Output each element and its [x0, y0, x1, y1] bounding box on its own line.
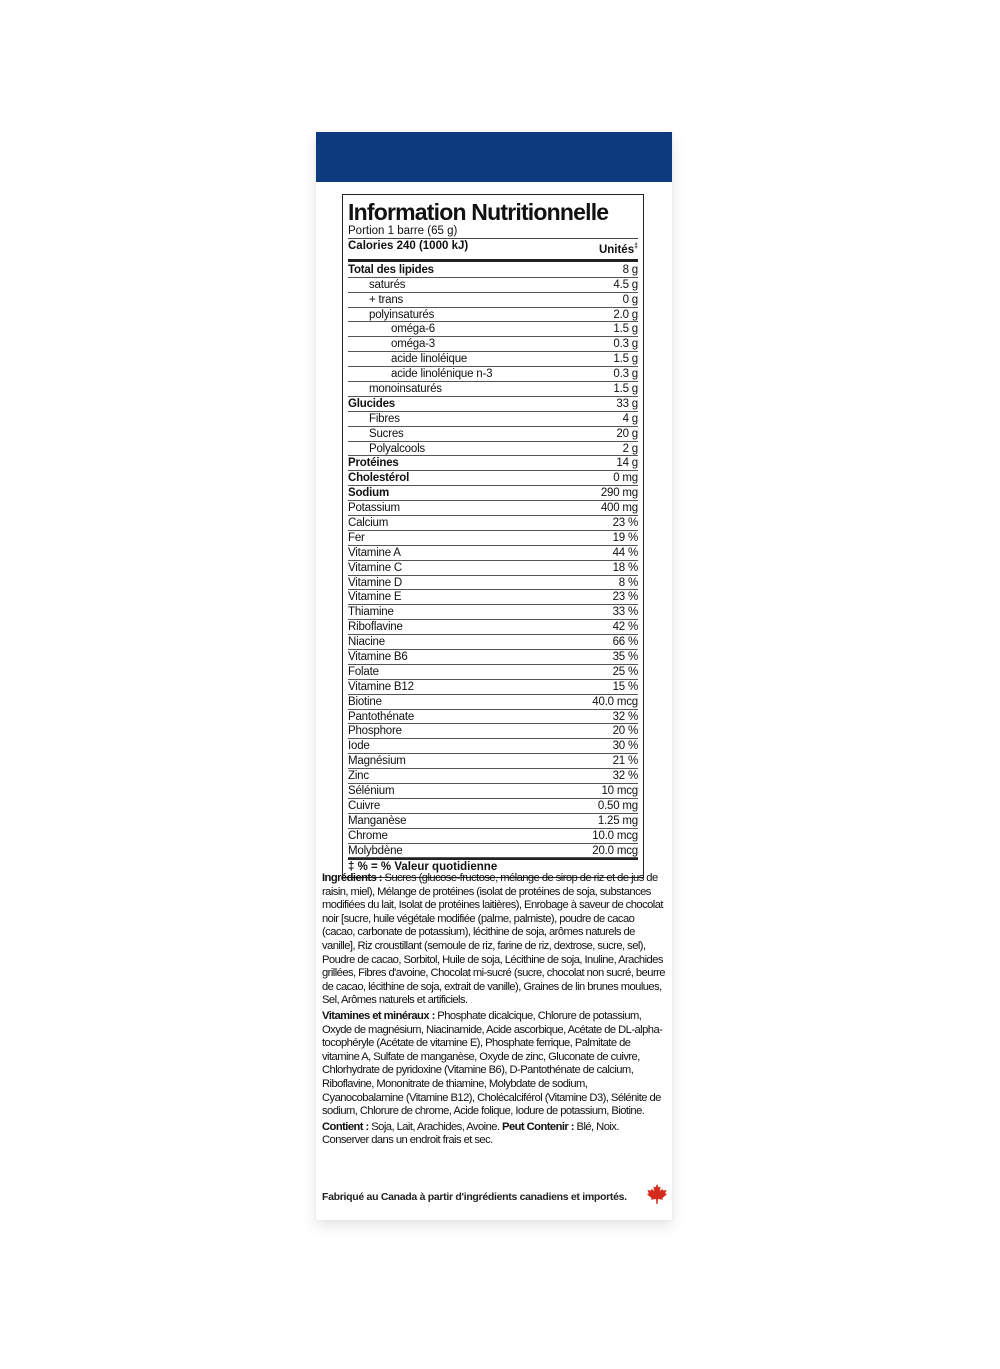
nutrient-row: [348, 456, 638, 471]
ingredients-block: [322, 872, 666, 1150]
nutrient-value: 1.5 g: [613, 323, 638, 336]
portion-size: Portion 1 barre (65 g): [348, 225, 638, 239]
nutrient-row: [348, 620, 638, 635]
nutrient-value: 40.0 mcg: [592, 695, 638, 708]
nutrient-value: 2 g: [622, 442, 638, 455]
nutrient-row: [348, 590, 638, 605]
nutrient-row: [348, 278, 638, 293]
nutrient-row: [348, 650, 638, 665]
units-mark: ‡: [634, 243, 638, 250]
nutrient-row: [348, 501, 638, 516]
nutrient-label: Total des lipides: [348, 263, 434, 276]
nutrient-label: Thiamine: [348, 606, 394, 619]
nutrient-value: 18 %: [612, 561, 638, 574]
nutrient-row: [348, 546, 638, 561]
nutrient-label: acide linoléique: [391, 353, 468, 366]
nutrient-row: [348, 382, 638, 397]
ingredients-text: Sucres (glucose-fructose, mélange de sirop de riz et de jus de raisin, miel), Mélange de protéines (isolat de protéines de soja, substances modifiées du lait, Isolat de protéines laitières), Enrobage à saveur de chocolat noir [sucre, huile végétale modifiée (palme, palmiste), poudre de cacao (cacao, carbonate de potassium), lécithine de soja, arômes naturels de vanille], Riz croustillant (semoule de riz, farine de riz, dextrose, sucre, sel), Poudre de cacao, Sorbitol, Huile de soja, Lécithine de soja, Inuline, Arachides grillées, Fibres d'avoine, Chocolat mi-sucré (sucre, chocolat non sucré, beurre de cacao, lécithine de soja, extrait de vanille), Graines de lin brunes moulues, Sel, Arômes naturels et artificiels.: [322, 872, 665, 1007]
nutrient-label: Vitamine B6: [348, 650, 408, 663]
nutrient-row: [348, 471, 638, 486]
nutrient-row: [348, 829, 638, 844]
nutrient-row: [348, 263, 638, 278]
nutrient-row: [348, 442, 638, 457]
nutrient-label: Protéines: [348, 457, 399, 470]
nutrient-value: 0.50 mg: [597, 799, 638, 812]
nutrient-value: 10 mcg: [601, 785, 638, 797]
storage-text: Conserver dans un endroit frais et sec.: [322, 1134, 493, 1147]
nutrient-rows: [348, 263, 638, 859]
nutrient-row: [348, 412, 638, 427]
nutrient-label: monoinsaturés: [369, 382, 442, 395]
vitamins-paragraph: [322, 1010, 666, 1119]
nutrient-label: Fibres: [369, 412, 400, 425]
top-color-band: [316, 132, 672, 182]
nutrient-value: 8 g: [622, 263, 638, 276]
nutrient-label: Vitamine E: [348, 591, 402, 604]
nutrient-value: 25 %: [612, 665, 638, 678]
nutrient-row: [348, 769, 638, 784]
nutrient-label: Biotine: [348, 695, 382, 708]
nutrient-label: saturés: [369, 278, 406, 291]
nutrient-value: 1.25 mg: [597, 814, 638, 827]
nutrient-value: 32 %: [612, 710, 638, 723]
contains-text: Soja, Lait, Arachides, Avoine.: [368, 1120, 503, 1133]
nutrition-facts-table: [342, 194, 644, 878]
nutrient-value: 33 g: [616, 397, 638, 410]
nutrient-value: 20 g: [616, 427, 638, 440]
nutrient-value: 66 %: [612, 636, 638, 649]
made-in-canada-text: Fabriqué au Canada à partir d'ingrédients canadiens et importés.: [322, 1191, 627, 1203]
nutrient-value: 0 g: [622, 293, 638, 306]
nutrient-row: [348, 561, 638, 576]
nutrient-value: 290 mg: [600, 487, 638, 500]
contains-label: Contient :: [322, 1120, 369, 1133]
nutrient-label: Folate: [348, 665, 379, 678]
nutrient-row: [348, 605, 638, 620]
facts-title: Information Nutritionnelle: [348, 199, 609, 225]
nutrient-label: Pantothénate: [348, 710, 415, 723]
nutrient-label: Chrome: [348, 829, 388, 842]
nutrient-value: 400 mg: [600, 502, 638, 515]
nutrient-row: [348, 635, 638, 650]
nutrient-value: 20 %: [612, 725, 638, 738]
nutrient-row: [348, 397, 638, 412]
nutrient-label: Molybdène: [348, 844, 403, 857]
nutrient-row: [348, 739, 638, 754]
nutrient-value: 0.3 g: [613, 368, 638, 381]
nutrient-label: Potassium: [348, 502, 400, 515]
nutrient-value: 21 %: [612, 755, 638, 768]
nutrient-label: Magnésium: [348, 755, 406, 768]
nutrient-value: 14 g: [616, 457, 638, 470]
ingredients-label: Ingrédients :: [322, 872, 382, 884]
nutrient-row: [348, 799, 638, 814]
nutrient-row: [348, 486, 638, 501]
nutrient-value: 0.3 g: [613, 338, 638, 351]
nutrient-value: 1.5 g: [613, 353, 638, 366]
nutrient-label: Cuivre: [348, 799, 381, 812]
nutrient-label: Glucides: [348, 397, 395, 410]
nutrient-row: [348, 695, 638, 710]
nutrient-label: Vitamine C: [348, 561, 403, 574]
nutrient-label: + trans: [369, 293, 404, 306]
nutrient-value: 35 %: [612, 650, 638, 663]
nutrient-value: 42 %: [612, 621, 638, 634]
nutrient-row: [348, 308, 638, 323]
nutrient-value: 23 %: [612, 516, 638, 529]
nutrient-row: [348, 814, 638, 829]
nutrient-row: [348, 784, 638, 799]
nutrient-row: [348, 427, 638, 442]
nutrient-value: 44 %: [612, 546, 638, 559]
nutrient-row: [348, 322, 638, 337]
nutrient-row: [348, 516, 638, 531]
footnote: ‡ % = % Valeur quotidienne: [348, 858, 638, 875]
nutrient-label: Vitamine D: [348, 576, 403, 589]
units-header: [599, 239, 638, 258]
nutrient-row: [348, 337, 638, 352]
nutrient-row: [348, 576, 638, 591]
may-contain-label: Peut Contenir :: [502, 1120, 574, 1133]
maple-leaf-icon: [646, 1184, 668, 1204]
nutrient-value: 32 %: [612, 770, 638, 783]
nutrient-value: 23 %: [612, 591, 638, 604]
nutrient-row: [348, 665, 638, 680]
nutrient-value: 1.5 g: [613, 382, 638, 395]
nutrient-row: [348, 844, 638, 859]
vitamins-text: Phosphate dicalcique, Chlorure de potassium, Oxyde de magnésium, Niacinamide, Acide ascorbique, Acétate de DL-alpha-tocophéryle (Acétate de vitamine E), Phosphate ferrique, Palmitate de vitamine A, Sulfate de manganèse, Oxyde de zinc, Gluconate de cuivre, Chlorhydrate de pyridoxine (Vitamine B6), D-Pantothénate de calcium, Riboflavine, Mononitrate de thiamine, Molybdate de sodium, Cyanocobalamine (Vitamine B12), Cholécalciférol (Vitamine D3), Sélénite de sodium, Chlorure de chrome, Acide folique, Iodure de potassium, Biotine.: [322, 1009, 663, 1118]
product-panel: [316, 132, 672, 1220]
nutrient-value: 0 mg: [613, 472, 638, 485]
allergens-paragraph: [322, 1121, 666, 1148]
nutrient-label: Phosphore: [348, 725, 402, 738]
nutrient-label: Sélénium: [348, 785, 395, 797]
nutrient-value: 15 %: [612, 680, 638, 693]
nutrient-label: Vitamine A: [348, 546, 401, 559]
nutrient-label: Niacine: [348, 636, 385, 649]
nutrient-row: [348, 680, 638, 695]
nutrient-label: Calcium: [348, 516, 389, 529]
calories-row: [348, 239, 638, 262]
nutrient-value: 10.0 mcg: [592, 829, 638, 842]
vitamins-label: Vitamines et minéraux :: [322, 1009, 435, 1022]
nutrient-label: Cholestérol: [348, 472, 410, 485]
may-contain-text: Blé, Noix.: [573, 1120, 619, 1133]
nutrient-row: [348, 710, 638, 725]
nutrient-row: [348, 367, 638, 382]
units-label: Unités: [598, 243, 635, 256]
nutrient-row: [348, 531, 638, 546]
ingredients-paragraph: [322, 872, 666, 1008]
nutrient-value: 33 %: [612, 606, 638, 619]
nutrient-value: 4 g: [622, 412, 638, 425]
nutrient-label: oméga-6: [391, 323, 435, 336]
nutrient-label: Sucres: [369, 427, 404, 440]
nutrient-row: [348, 754, 638, 769]
nutrient-label: Manganèse: [348, 814, 407, 827]
calories-label: Calories 240 (1000 kJ): [348, 240, 469, 252]
nutrient-label: oméga-3: [391, 338, 435, 351]
nutrient-value: 8 %: [618, 576, 638, 589]
nutrient-label: Zinc: [348, 770, 369, 783]
nutrient-label: Vitamine B12: [348, 680, 414, 693]
nutrient-label: Iode: [348, 740, 370, 753]
nutrient-label: Riboflavine: [348, 621, 403, 634]
nutrient-label: polyinsaturés: [369, 308, 435, 321]
nutrient-value: 20.0 mcg: [592, 844, 638, 857]
nutrient-value: 30 %: [612, 740, 638, 753]
nutrient-row: [348, 724, 638, 739]
nutrient-value: 4.5 g: [613, 278, 638, 291]
nutrient-row: [348, 352, 638, 367]
nutrient-value: 19 %: [612, 531, 638, 544]
nutrient-label: acide linolénique n-3: [391, 368, 493, 381]
nutrient-label: Sodium: [348, 487, 389, 500]
maple-leaf-shape: [647, 1184, 667, 1204]
nutrient-row: [348, 293, 638, 308]
nutrient-label: Fer: [348, 531, 365, 544]
nutrient-label: Polyalcools: [369, 442, 425, 455]
nutrient-value: 2.0 g: [613, 308, 638, 321]
